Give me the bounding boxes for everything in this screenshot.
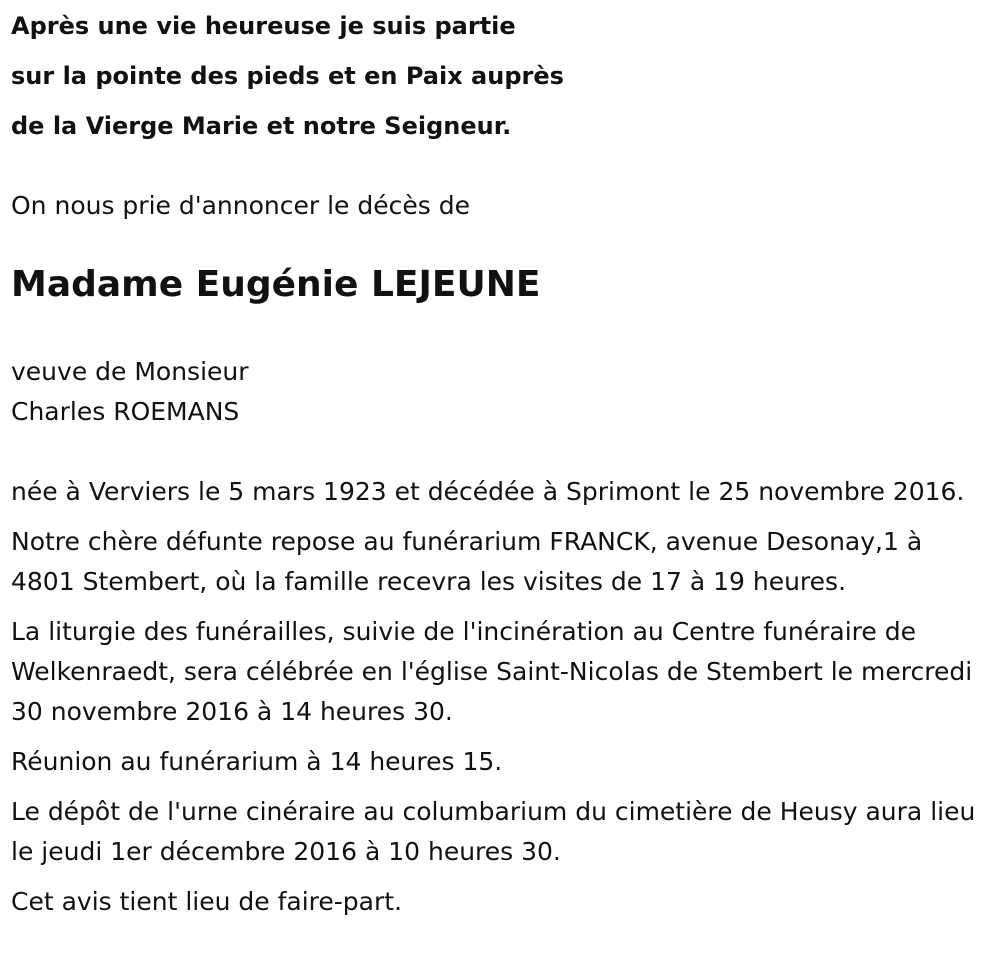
opening-verse	[11, 1, 564, 151]
closing-paragraph: Cet avis tient lieu de faire-part.	[11, 887, 403, 916]
spouse-info	[11, 352, 249, 432]
verse-line-2: sur la pointe des pieds et en Paix auprès	[11, 62, 564, 90]
spouse-line-1: veuve de Monsieur	[11, 357, 249, 386]
deceased-name: Madame Eugénie LEJEUNE	[11, 264, 541, 305]
visitation-paragraph: Notre chère défunte repose au funérarium FRANCK, avenue Desonay,1 à 4801 Stembert, où la famille recevra les visites de 17 à 19 heures.	[11, 527, 923, 596]
verse-line-1: Après une vie heureuse je suis partie	[11, 12, 516, 40]
notice-body	[11, 472, 991, 932]
announcement-intro: On nous prie d'annoncer le décès de	[11, 191, 470, 220]
birth-death-paragraph: née à Verviers le 5 mars 1923 et décédée à Sprimont le 25 novembre 2016.	[11, 477, 965, 506]
verse-line-3: de la Vierge Marie et notre Seigneur.	[11, 112, 512, 140]
spouse-line-2: Charles ROEMANS	[11, 397, 240, 426]
meeting-paragraph: Réunion au funérarium à 14 heures 15.	[11, 747, 503, 776]
urn-paragraph: Le dépôt de l'urne cinéraire au columbarium du cimetière de Heusy aura lieu le jeudi 1er décembre 2016 à 10 heures 30.	[11, 797, 976, 866]
liturgy-paragraph: La liturgie des funérailles, suivie de l'incinération au Centre funéraire de Welkenraedt, sera célébrée en l'église Saint-Nicolas de Stembert le mercredi 30 novembre 2016 à 14 heures 30.	[11, 617, 973, 726]
